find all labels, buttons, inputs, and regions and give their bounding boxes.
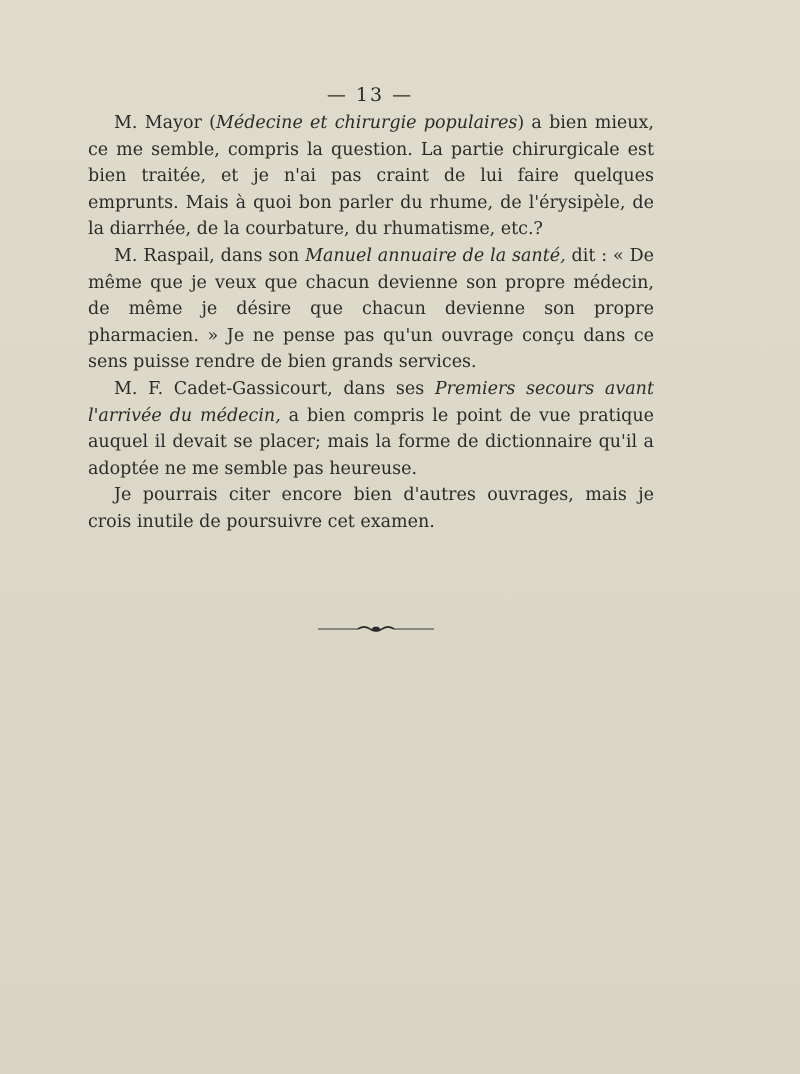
- text-run: ) a bien mieux, ce me semble, compris la question. La partie chirurgicale est bien traitée, et je n'ai pas craint de lui faire quelques emprunts. Mais à quoi bon parler du rhume, de l'érysipèle, de la diarrhée, de la courbature, du rhumatisme, etc.?: [88, 113, 654, 240]
- body-text: [88, 110, 654, 536]
- text-run: dit : « De même que je veux que chacun devienne son propre médecin, de même je désire que chacun devienne son propre pharmacien. » Je ne pense pas qu'un ouvrage conçu dans ce sens puisse rendre de bien grands services.: [88, 245, 654, 373]
- book-title: Médecine et chirurgie populaires: [215, 113, 518, 133]
- text-run: M. Raspail, dans son: [114, 245, 306, 266]
- paragraph-raspail: [88, 243, 654, 376]
- book-title: Premiers secours avant l'arrivée du médecin,: [88, 378, 654, 426]
- text-run: M. Mayor (: [114, 113, 216, 133]
- paragraph-conclusion: [88, 482, 654, 535]
- page-number: — 13 —: [326, 84, 414, 106]
- book-title: Manuel annuaire de la santé,: [305, 245, 566, 266]
- text-run: a bien compris le point de vue pratique auquel il devait se placer; mais la forme de dictionnaire qu'il a adoptée ne me semble pas heureuse.: [88, 405, 654, 479]
- paragraph-cadet-gassicourt: [88, 376, 654, 482]
- paragraph-mayor: [88, 110, 654, 243]
- ornament-rule-icon: [318, 624, 434, 634]
- text-run: Je pourrais citer encore bien d'autres ouvrages, mais je crois inutile de poursuivre cet examen.: [88, 485, 654, 532]
- text-run: M. F. Cadet-Gassicourt, dans ses: [114, 378, 435, 399]
